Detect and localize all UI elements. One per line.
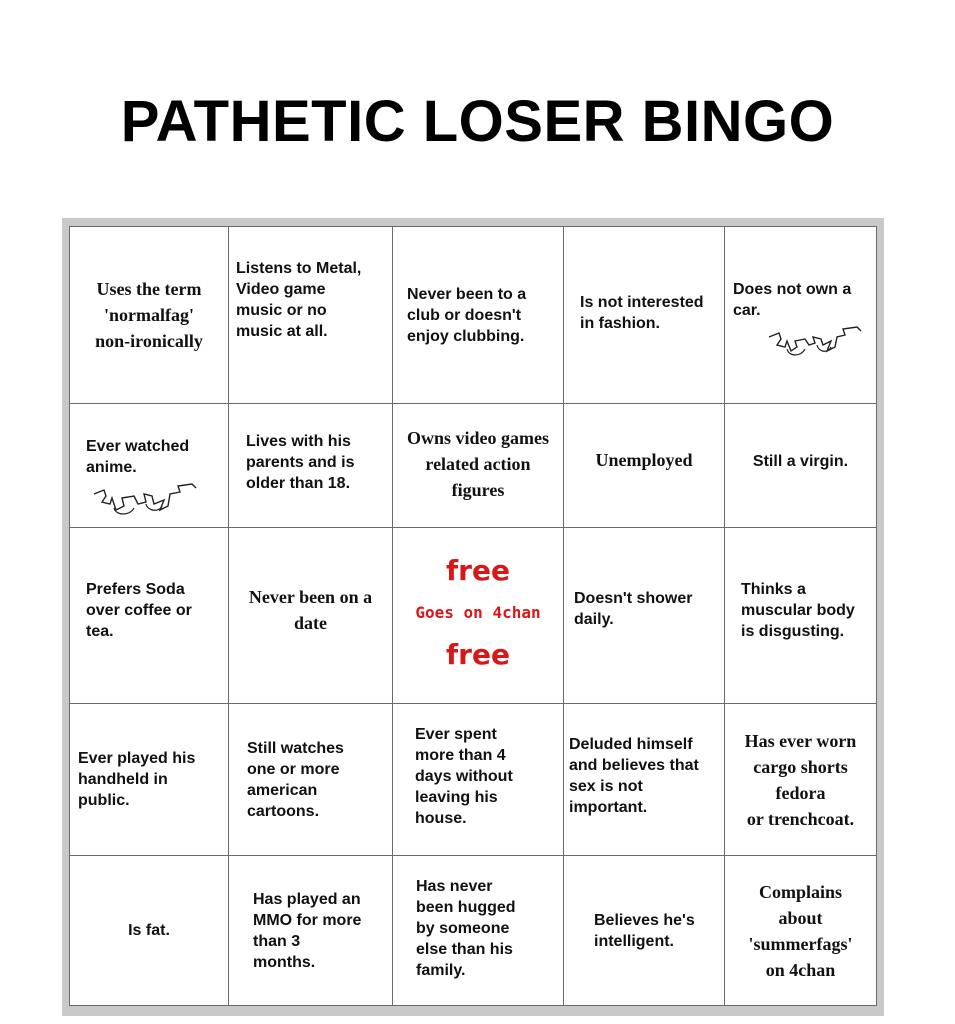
bingo-cell-r2c4: [564, 404, 725, 528]
bingo-cell-r3c3-free: [393, 528, 564, 704]
bingo-cell-r5c3: [393, 856, 564, 1006]
bingo-cell-r1c5: [725, 227, 877, 404]
bingo-cell-r5c5: [725, 856, 877, 1006]
bingo-cell-r3c2: [229, 528, 393, 704]
bingo-cell-text: Listens to Metal, Video game music or no music at all.: [236, 260, 362, 340]
bingo-cell-r4c4: [564, 704, 725, 856]
bingo-cell-text: Thinks a muscular body is disgusting.: [741, 581, 855, 640]
lol-scribble-icon: [765, 323, 865, 361]
bingo-cell-r4c3: [393, 704, 564, 856]
bingo-cell-r2c5: [725, 404, 877, 528]
bingo-cell-r1c4: [564, 227, 725, 404]
bingo-cell-text: Complains about 'summerfags' on 4chan: [748, 881, 853, 980]
page-title: PATHETIC LOSER BINGO: [120, 89, 835, 154]
bingo-cell-r2c1: [70, 404, 229, 528]
bingo-cell-r3c1: [70, 528, 229, 704]
bingo-cell-r2c3: [393, 404, 564, 528]
bingo-cell-r3c5: [725, 528, 877, 704]
lol-scribble-icon: [90, 480, 200, 520]
bingo-cell-text: Still watches one or more american cartoons.: [247, 739, 344, 820]
bingo-cell-text: Doesn't shower daily.: [574, 589, 693, 628]
bingo-cell-text: Is not interested in fashion.: [580, 294, 704, 332]
bingo-cell-text: Believes he's intelligent.: [594, 911, 695, 950]
bingo-cell-text: Has never been hugged by someone else than his family.: [416, 878, 516, 979]
free-label-bottom: free: [446, 637, 510, 671]
free-space-text: Goes on 4chan: [415, 602, 541, 622]
bingo-cell-r4c5: [725, 704, 877, 856]
bingo-cell-r4c2: [229, 704, 393, 856]
bingo-cell-text: Is fat.: [128, 922, 170, 939]
bingo-cell-text: Deluded himself and believes that sex is not important.: [569, 735, 699, 816]
bingo-cell-text: Ever watched anime.: [86, 438, 190, 476]
bingo-cell-r5c1: [70, 856, 229, 1006]
bingo-cell-text: Uses the term 'normalfag' non-ironically: [95, 279, 203, 351]
bingo-cell-r1c3: [393, 227, 564, 404]
bingo-cell-text: Does not own a car.: [733, 281, 852, 319]
bingo-cell-r4c1: [70, 704, 229, 856]
bingo-cell-r5c2: [229, 856, 393, 1006]
bingo-cell-text: Ever spent more than 4 days without leaving his house.: [415, 726, 513, 827]
bingo-cell-text: Unemployed: [595, 449, 693, 470]
bingo-cell-text: Has played an MMO for more than 3 months.: [253, 890, 362, 971]
bingo-cell-r1c2: [229, 227, 393, 404]
bingo-cell-r3c4: [564, 528, 725, 704]
bingo-cell-text: Has ever worn cargo shorts fedora or trenchcoat.: [744, 730, 857, 829]
bingo-cell-text: Lives with his parents and is older than 18.: [246, 433, 355, 492]
bingo-cell-text: Owns video games related action figures: [406, 427, 549, 500]
bingo-cell-r2c2: [229, 404, 393, 528]
bingo-cell-text: Never been on a date: [248, 586, 373, 633]
free-label-top: free: [446, 553, 510, 587]
bingo-cell-text: Prefers Soda over coffee or tea.: [86, 581, 192, 640]
bingo-cell-text: Ever played his handheld in public.: [78, 750, 196, 809]
bingo-cell-r1c1: [70, 227, 229, 404]
bingo-cell-r5c4: [564, 856, 725, 1006]
bingo-grid: [69, 226, 877, 1006]
bingo-cell-text: Never been to a club or doesn't enjoy clubbing.: [407, 285, 527, 345]
bingo-cell-text: Still a virgin.: [752, 453, 849, 470]
